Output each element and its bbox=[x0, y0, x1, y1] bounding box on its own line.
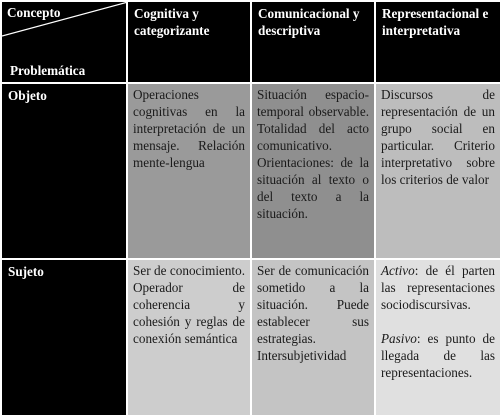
cell-objeto-representacional: Discursos de representación de un grupo social en particular. Criterio interpretativo sobre los criterios de valor bbox=[375, 83, 500, 259]
row-label-sujeto: Sujeto bbox=[1, 259, 127, 416]
corner-label-problematica: Problemática bbox=[10, 63, 86, 78]
activo-term: Activo bbox=[381, 263, 415, 279]
column-header-comunicacional: Comunicacional y descriptiva bbox=[251, 1, 375, 83]
row-label-objeto: Objeto bbox=[1, 83, 127, 259]
cell-sujeto-comunicacional: Ser de comunicación sometido a la situación. Puede establecer sus estrategias. Intersubjetividad bbox=[251, 259, 375, 416]
pasivo-term: Pasivo bbox=[381, 331, 417, 347]
table-row-objeto bbox=[1, 83, 500, 259]
activo-text: : de él parten las representaciones sociodiscursivas. bbox=[381, 263, 495, 313]
paragraph-spacer bbox=[381, 313, 495, 330]
header-row bbox=[1, 1, 500, 83]
cell-sujeto-cognitiva: Ser de conocimiento. Operador de coherencia y cohesión y reglas de conexión semántica bbox=[127, 259, 251, 416]
cell-objeto-cognitiva: Operaciones cognitivas en la interpretación de un mensaje. Relación mente-lengua bbox=[127, 83, 251, 259]
table-row-sujeto bbox=[1, 259, 500, 416]
column-header-cognitiva: Cognitiva y categorizante bbox=[127, 1, 251, 83]
cell-sujeto-representacional bbox=[375, 259, 500, 416]
cell-objeto-comunicacional: Situación espacio-temporal observable. Totalidad del acto comunicativo. Orientaciones: de la situación al texto o del texto a la situación. bbox=[251, 83, 375, 259]
pasivo-text: : es punto de llegada de las representaciones. bbox=[381, 331, 495, 381]
corner-label-concepto: Concepto bbox=[7, 5, 61, 20]
pasivo-paragraph bbox=[381, 330, 495, 381]
corner-header-cell bbox=[1, 1, 127, 83]
column-header-representacional: Representacional e interpretativa bbox=[375, 1, 500, 83]
activo-paragraph bbox=[381, 262, 495, 313]
